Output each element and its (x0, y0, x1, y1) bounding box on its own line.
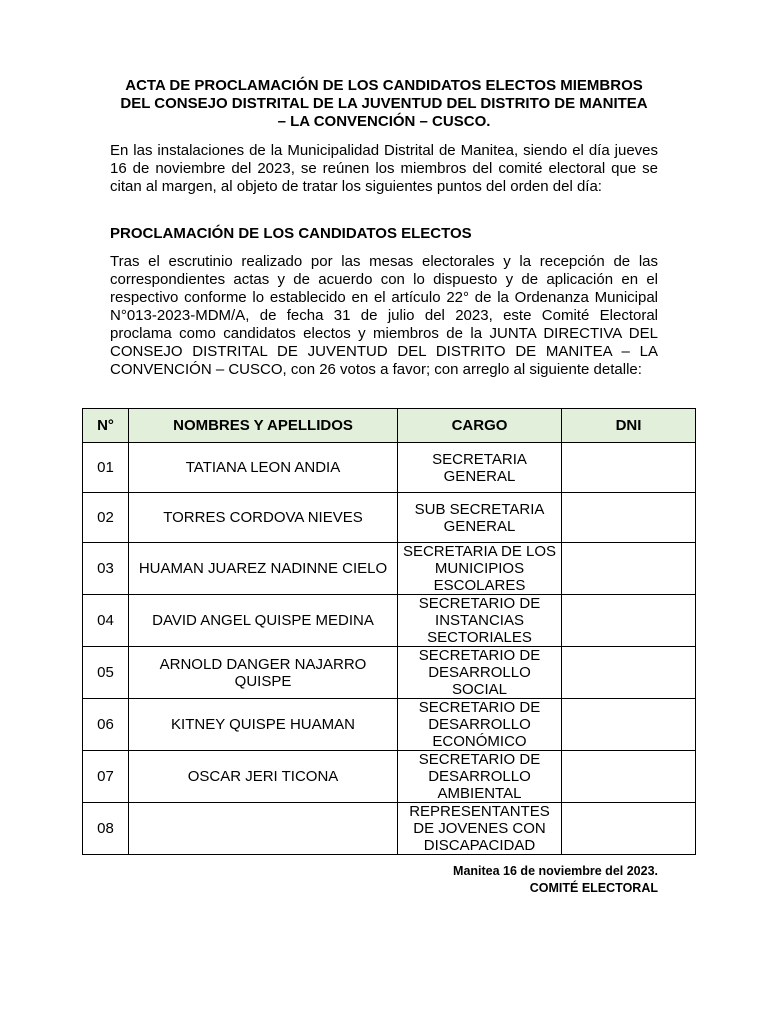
row-name (129, 803, 398, 855)
row-number: 03 (83, 543, 129, 595)
table-header-row (83, 409, 696, 443)
place-date: Manitea 16 de noviembre del 2023. (453, 864, 658, 878)
header-names: NOMBRES Y APELLIDOS (129, 409, 398, 443)
title-line-1: ACTA DE PROCLAMACIÓN DE LOS CANDIDATOS ELECTOS MIEMBROS (125, 77, 643, 94)
intro-paragraph: En las instalaciones de la Municipalidad Distrital de Manitea, siendo el día jueves 16 de noviembre del 2023, se reúnen los miembros del comité electoral que se citan al margen, al objeto de tratar los siguientes puntos del orden del día: (110, 142, 658, 195)
row-number: 04 (83, 595, 129, 647)
row-number: 05 (83, 647, 129, 699)
row-name: KITNEY QUISPE HUAMAN (129, 699, 398, 751)
table-row (83, 595, 696, 647)
proclamation-paragraph: Tras el escrutinio realizado por las mesas electorales y la recepción de las correspondientes actas y de acuerdo con lo dispuesto y de aplicación en el respectivo conforme lo establecido en el artículo 22° de la Ordenanza Municipal N°013-2023-MDM/A, de fecha 31 de julio del 2023, este Comité Electoral proclama como candidatos electos y miembros de la JUNTA DIRECTIVA DEL CONSEJO DISTRITAL DE JUVENTUD DEL DISTRITO DE MANITEA – LA CONVENCIÓN – CUSCO, con 26 votos a favor; con arreglo al siguiente detalle: (110, 253, 658, 378)
row-cargo: SUB SECRETARIA GENERAL (398, 493, 562, 543)
row-number: 02 (83, 493, 129, 543)
row-dni (562, 647, 696, 699)
row-cargo: SECRETARIO DE INSTANCIAS SECTORIALES (398, 595, 562, 647)
table-row (83, 647, 696, 699)
table-row (83, 803, 696, 855)
row-cargo: SECRETARIO DE DESARROLLO AMBIENTAL (398, 751, 562, 803)
row-cargo: REPRESENTANTES DE JOVENES CON DISCAPACIDAD (398, 803, 562, 855)
row-name: ARNOLD DANGER NAJARRO QUISPE (129, 647, 398, 699)
row-name: TATIANA LEON ANDIA (129, 443, 398, 493)
row-number: 06 (83, 699, 129, 751)
header-cargo: CARGO (398, 409, 562, 443)
row-dni (562, 751, 696, 803)
row-cargo: SECRETARIA GENERAL (398, 443, 562, 493)
row-name: OSCAR JERI TICONA (129, 751, 398, 803)
row-dni (562, 443, 696, 493)
header-dni: DNI (562, 409, 696, 443)
table-row (83, 699, 696, 751)
row-dni (562, 699, 696, 751)
table-row (83, 493, 696, 543)
row-number: 08 (83, 803, 129, 855)
row-cargo: SECRETARIO DE DESARROLLO ECONÓMICO (398, 699, 562, 751)
table-row (83, 443, 696, 493)
row-name: HUAMAN JUAREZ NADINNE CIELO (129, 543, 398, 595)
document-title (110, 77, 658, 131)
header-number: N° (83, 409, 129, 443)
row-dni (562, 595, 696, 647)
row-cargo: SECRETARIO DE DESARROLLO SOCIAL (398, 647, 562, 699)
committee-name: COMITÉ ELECTORAL (529, 881, 658, 895)
table-row (83, 751, 696, 803)
title-line-3: – LA CONVENCIÓN – CUSCO. (277, 113, 491, 130)
row-number: 07 (83, 751, 129, 803)
candidates-table (82, 408, 696, 855)
row-dni (562, 803, 696, 855)
row-number: 01 (83, 443, 129, 493)
title-line-2: DEL CONSEJO DISTRITAL DE LA JUVENTUD DEL DISTRITO DE MANITEA (120, 95, 648, 112)
table-row (83, 543, 696, 595)
signature-block (358, 863, 658, 897)
row-name: DAVID ANGEL QUISPE MEDINA (129, 595, 398, 647)
section-heading: PROCLAMACIÓN DE LOS CANDIDATOS ELECTOS (110, 225, 472, 242)
row-dni (562, 543, 696, 595)
row-cargo: SECRETARIA DE LOS MUNICIPIOS ESCOLARES (398, 543, 562, 595)
row-dni (562, 493, 696, 543)
row-name: TORRES CORDOVA NIEVES (129, 493, 398, 543)
